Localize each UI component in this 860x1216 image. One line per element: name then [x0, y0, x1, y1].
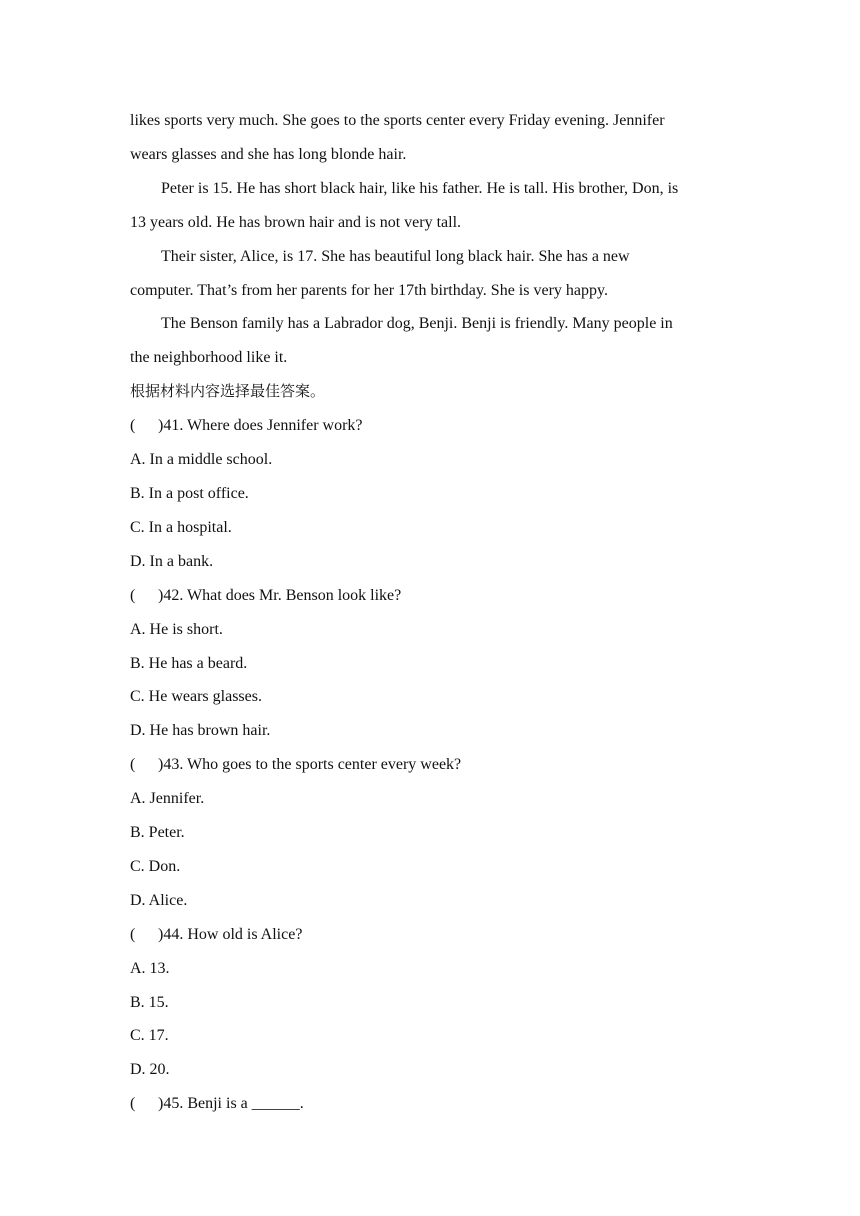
- option-c: C. 17.: [130, 1027, 169, 1045]
- question-text: )42. What does Mr. Benson look like?: [158, 586, 402, 604]
- question-text: )43. Who goes to the sports center every week?: [158, 756, 462, 774]
- question-text: )41. Where does Jennifer work?: [158, 417, 363, 435]
- passage-line: wears glasses and she has long blonde hair.: [130, 145, 407, 163]
- question-stem: [130, 579, 730, 613]
- question-stem: [130, 409, 730, 443]
- option-b: B. 15.: [130, 993, 169, 1011]
- answer-paren: (: [130, 417, 136, 435]
- passage-line: Peter is 15. He has short black hair, like his father. He is tall. His brother, Don, is: [161, 179, 679, 197]
- option-b: B. In a post office.: [130, 484, 249, 502]
- question-stem: [130, 918, 730, 952]
- question-44: [130, 918, 730, 1088]
- option-d: D. 20.: [130, 1061, 170, 1079]
- option-c: C. In a hospital.: [130, 518, 232, 536]
- option-a: A. 13.: [130, 959, 170, 977]
- option-b: B. Peter.: [130, 824, 185, 842]
- question-text: )45. Benji is a ______.: [158, 1095, 304, 1113]
- passage-line: the neighborhood like it.: [130, 349, 288, 367]
- answer-paren: (: [130, 925, 136, 943]
- question-45: [130, 1087, 730, 1121]
- question-stem: [130, 1087, 730, 1121]
- question-41: [130, 409, 730, 579]
- option-a: A. In a middle school.: [130, 451, 273, 469]
- question-43: [130, 748, 730, 918]
- answer-paren: (: [130, 756, 136, 774]
- instruction-text: 根据材料内容选择最佳答案。: [130, 382, 326, 401]
- passage-line: The Benson family has a Labrador dog, Benji. Benji is friendly. Many people in: [161, 315, 673, 333]
- question-text: )44. How old is Alice?: [158, 925, 303, 943]
- answer-paren: (: [130, 1095, 136, 1113]
- answer-paren: (: [130, 586, 136, 604]
- question-stem: [130, 748, 730, 782]
- option-a: A. Jennifer.: [130, 790, 205, 808]
- option-a: A. He is short.: [130, 620, 223, 638]
- option-d: D. In a bank.: [130, 552, 214, 570]
- passage-line: likes sports very much. She goes to the sports center every Friday evening. Jennifer: [130, 112, 665, 129]
- option-b: B. He has a beard.: [130, 654, 248, 672]
- question-42: [130, 579, 730, 749]
- option-d: D. Alice.: [130, 891, 188, 909]
- passage-line: 13 years old. He has brown hair and is not very tall.: [130, 213, 462, 231]
- passage-line: Their sister, Alice, is 17. She has beautiful long black hair. She has a new: [161, 247, 630, 265]
- option-d: D. He has brown hair.: [130, 722, 271, 740]
- option-c: C. He wears glasses.: [130, 688, 262, 706]
- option-c: C. Don.: [130, 857, 181, 875]
- document-page: [130, 104, 730, 1121]
- passage-line: computer. That’s from her parents for her 17th birthday. She is very happy.: [130, 281, 608, 299]
